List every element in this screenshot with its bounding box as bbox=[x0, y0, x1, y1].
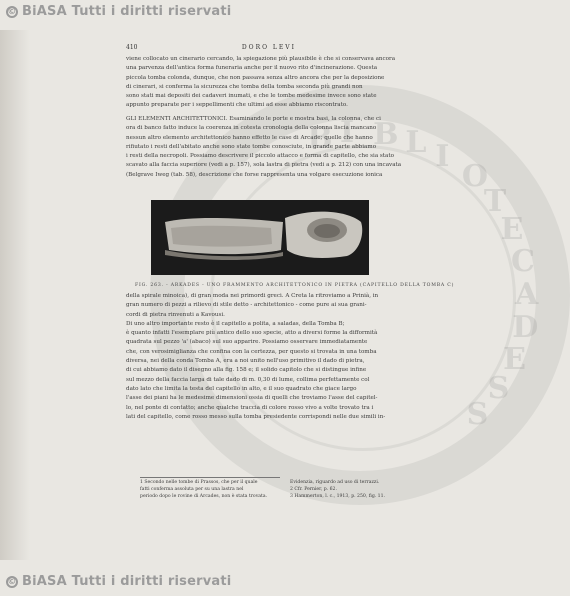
text-line: fatti conferma assoluta per su una lastra nel bbox=[140, 486, 244, 492]
seal-letter: E bbox=[503, 341, 526, 377]
text-line: cordi di pietra rinvenuti a Kavousi. bbox=[126, 311, 225, 318]
text-line: ora di banco fatto induce la coerenza in cotesta cronologia della colonna liscia mancano bbox=[126, 125, 377, 132]
text-line: lo, nel ponte di contatto; anche qualche traccia di colore rosso vivo a volte trovato tra i bbox=[126, 404, 374, 411]
paragraph-2 bbox=[126, 115, 416, 180]
seal-letter: E bbox=[500, 212, 524, 248]
text-line: sul mezzo della faccia larga di tale dado di m. 0,30 di lume, collima perfettamente col bbox=[126, 376, 370, 383]
seal-letter: C bbox=[510, 243, 535, 279]
text-line: di cinerari, si conferma la sicurezza che tomba della tomba seconda più grandi non bbox=[126, 83, 363, 90]
footnotes-right bbox=[290, 480, 415, 500]
text-line: della spirale minoica), di gran moda nei primordi greci. A Creta la ritroviamo a Prinià, in bbox=[126, 293, 379, 299]
figure-caption: FIG. 263. - ARKADES - UNO FRAMMENTO ARCHITETTONICO IN PIETRA (CAPITELLO DELLA TOMBA C) bbox=[135, 283, 455, 288]
text-line: Di uno altro importante resto è il capitello a polita, a saladas, della Tomba B; bbox=[126, 320, 345, 327]
footnotes-left bbox=[140, 480, 280, 500]
text-line: che, con verosimiglianza che confina con la certezza, per questo si trovata in una tomba bbox=[126, 348, 377, 355]
text-line: di cui abbiamo dato il disegno alla fig. 158 e; il solido capitolo che si distingue infine bbox=[126, 367, 367, 374]
seal-letter: L bbox=[405, 124, 427, 160]
text-line: 1 Secondo nelle tombe di Prassos, che per il quale bbox=[140, 480, 258, 485]
paragraph-1 bbox=[126, 55, 416, 111]
seal-letter: S bbox=[487, 370, 510, 406]
seal-letter: D bbox=[512, 309, 539, 345]
text-line: dato lato che limita la testa del capitello in alto, e il suo quadrato che giace largo bbox=[126, 385, 357, 392]
text-line: GLI ELEMENTI ARCHITETTONICI. Esaminando le porte e mostra basi, la colonna, che ci bbox=[126, 116, 381, 122]
text-line: Evidenzia, riguardo ad uso di terrazzi. bbox=[290, 480, 380, 485]
text-line: è quanto infatti l'esemplare più antico dello suo specie, atto a diversi forme la difformità bbox=[126, 330, 378, 337]
text-line: appunto preparate per i seppellimenti che ultimi ad esse abbiamo riscontrato. bbox=[126, 102, 348, 109]
copyright-icon: © bbox=[7, 6, 17, 17]
text-line: diversa, nei della conda Tomba A, era a noi unito nell'uso primitivo il dado di pietra, bbox=[126, 358, 365, 365]
text-line: viene collocato un cinerario cercando, la spiegazione più plausibile è che si conservava ancora bbox=[126, 56, 396, 62]
page-number: 410 bbox=[126, 44, 138, 51]
text-line: una parvenza dell'antica forma funeraria anche per il nuovo rito d'incinerazione. Questa bbox=[126, 65, 378, 72]
text-line: i resti della necropoli. Possiamo descrivere il piccolo attacco e forma di capitello, che sia stato bbox=[126, 153, 394, 160]
text-line: 3 Hammerton, l. c., 1913, p. 250, fig. 11. bbox=[290, 493, 385, 499]
text-line: periodo dopo le rovine di Arcades, non è stata trovata. bbox=[140, 493, 268, 499]
seal-letter: B bbox=[373, 116, 399, 152]
text-line: rifiutato i resti dell'abitato anche sono state tombe conosciute, in grande parte abbiamo bbox=[126, 143, 377, 150]
figure-photograph bbox=[151, 200, 369, 275]
text-line: nessun altro elemento architettonico hanno effetto le case di Arcade; quelle che hanno bbox=[126, 134, 373, 141]
watermark-top bbox=[6, 4, 231, 19]
seal-letter: B bbox=[307, 120, 333, 156]
text-line: sono stati mai depositi dei cadaveri inumati, e che le tombe medesime invece sono state bbox=[126, 93, 377, 100]
seal-letter: I bbox=[340, 115, 355, 151]
text-line: (Belgrave Iweg (tab. 58), descrizione che forse rappresenta una volgare esecuzione ionica bbox=[126, 171, 383, 178]
text-line: gran numero di pezzi a rilievo di stile detto - architettonico - come pure ai sua grani- bbox=[126, 302, 367, 309]
watermark-text: BiASA Tutti i diritti riservati bbox=[22, 574, 232, 589]
text-line: lati del capitello, come rosso messo sulla tomba presiedente corrispondi nelle due simili in- bbox=[126, 413, 386, 420]
text-line: piccola tomba colonda, dunque, che non passava senza altro ancora che per la deposizione bbox=[126, 74, 385, 81]
seal-letter: O bbox=[461, 158, 489, 194]
text-line: quadrata sul pezzo 'a' (abaco) sul suo apparire. Possiamo osservare immediatamente bbox=[126, 339, 368, 346]
text-line: 2 Cfr. Pernier, p. 62. bbox=[290, 486, 337, 492]
watermark-text: BiASA Tutti i diritti riservati bbox=[22, 4, 232, 19]
footnote-rule bbox=[140, 477, 280, 478]
text-line: scavato alla faccia superiore (vedi a p. 157), sola lastra di pietra (vedi a p. 212) con una incavata bbox=[126, 162, 402, 169]
seal-letter: I bbox=[435, 138, 450, 174]
capital-fragment-photo bbox=[151, 200, 369, 275]
seal-letter: T bbox=[483, 183, 507, 219]
copyright-icon: © bbox=[7, 576, 17, 587]
paragraph-3 bbox=[126, 292, 416, 422]
text-line: l'asse dei piani ha le medesime dimensioni ossia di quelli che troviamo l'asse del capitel- bbox=[126, 395, 378, 402]
seal-letter: A bbox=[514, 276, 539, 312]
seal-letter: S bbox=[466, 396, 489, 432]
watermark-bottom bbox=[6, 574, 231, 589]
page-header bbox=[126, 44, 416, 51]
running-title: DORO LEVI bbox=[241, 44, 296, 51]
